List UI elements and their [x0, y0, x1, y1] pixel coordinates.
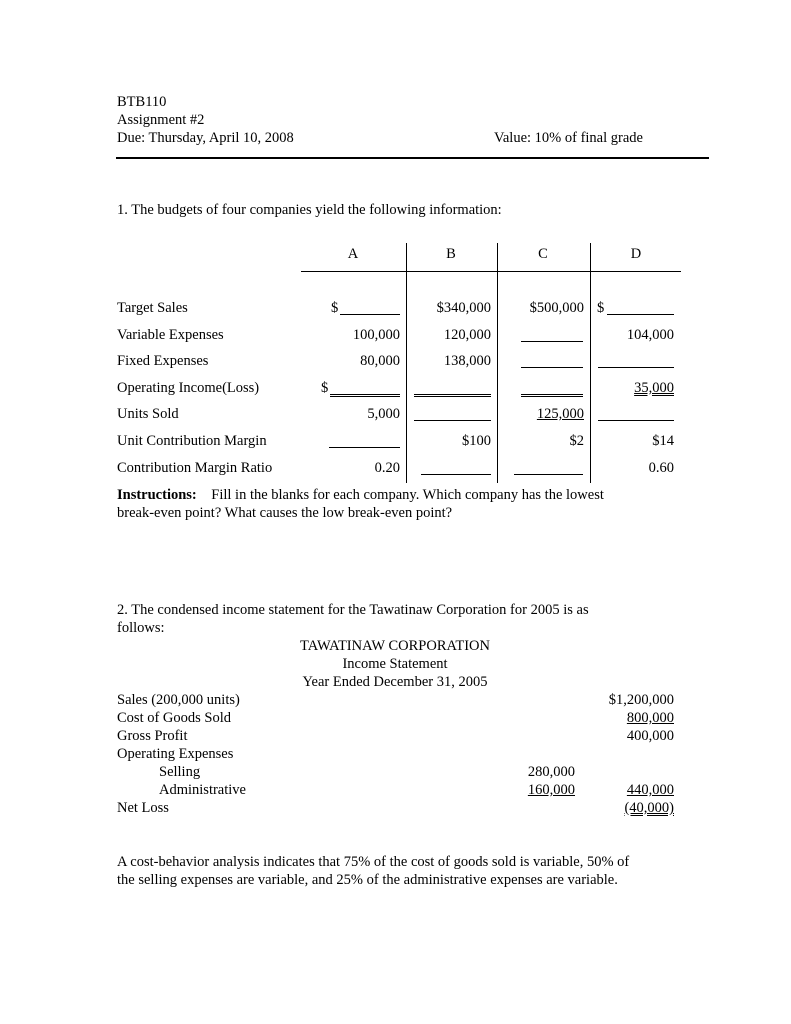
- grade-value: Value: 10% of final grade: [494, 130, 643, 146]
- blank-c-cm-ratio[interactable]: [514, 474, 583, 475]
- cell-a-fixed-expenses: 80,000: [360, 353, 400, 369]
- blank-a-target-sales[interactable]: [340, 314, 400, 315]
- analysis-line2: the selling expenses are variable, and 25% of the administrative expenses are variable.: [117, 872, 618, 888]
- cell-a-cm-ratio: 0.20: [374, 460, 400, 476]
- cell-c-unit-cm: $2: [569, 433, 584, 449]
- row-label-units-sold: Units Sold: [117, 406, 179, 422]
- cell-d-variable-expenses: 104,000: [626, 327, 674, 343]
- cell-a-variable-expenses: 100,000: [352, 327, 400, 343]
- header-divider: [116, 157, 709, 159]
- instructions-spacer: [197, 487, 212, 503]
- cell-a-units-sold: 5,000: [367, 406, 400, 422]
- amount-selling: 280,000: [527, 764, 575, 780]
- blank-d-units-sold[interactable]: [598, 420, 674, 421]
- row-label-operating-income: Operating Income(Loss): [117, 380, 260, 396]
- course-code: BTB110: [117, 94, 167, 110]
- instructions-text-line1: Fill in the blanks for each company. Which company has the lowest: [211, 487, 604, 503]
- blank-c-variable-expenses[interactable]: [521, 341, 583, 342]
- label-administrative: Administrative: [159, 782, 246, 798]
- row-label-cm-ratio: Contribution Margin Ratio: [117, 460, 273, 476]
- label-net-loss: Net Loss: [117, 800, 169, 816]
- row-label-target-sales: Target Sales: [117, 300, 188, 316]
- q1-prompt: 1. The budgets of four companies yield the following information:: [117, 202, 502, 218]
- q2-prompt-line2: follows:: [117, 620, 165, 636]
- row-label-unit-cm: Unit Contribution Margin: [117, 433, 267, 449]
- col-header-d: D: [630, 246, 642, 262]
- col-separator-bc: [497, 243, 498, 483]
- col-header-a: A: [347, 246, 359, 262]
- cell-b-variable-expenses: 120,000: [443, 327, 491, 343]
- assignment-title: Assignment #2: [117, 112, 205, 128]
- total-sales: $1,200,000: [608, 692, 674, 708]
- instructions-label: Instructions:: [117, 487, 197, 503]
- cell-a-operating-income-dollar: $: [321, 380, 329, 396]
- analysis-line1: A cost-behavior analysis indicates that 75% of the cost of goods sold is variable, 50% of: [117, 854, 630, 870]
- cell-d-operating-income: 35,000: [634, 380, 674, 396]
- label-sales: Sales (200,000 units): [117, 692, 240, 708]
- cell-c-target-sales: $500,000: [529, 300, 584, 316]
- cell-b-target-sales: $340,000: [436, 300, 491, 316]
- due-date: Due: Thursday, April 10, 2008: [117, 130, 294, 146]
- table-header-rule: [301, 271, 681, 272]
- row-label-fixed-expenses: Fixed Expenses: [117, 353, 209, 369]
- instructions: [117, 487, 604, 504]
- label-operating-expenses: Operating Expenses: [117, 746, 234, 762]
- cell-b-unit-cm: $100: [462, 433, 491, 449]
- total-cogs: 800,000: [626, 710, 674, 726]
- cell-d-target-sales-dollar: $: [597, 300, 605, 316]
- blank-c-fixed-expenses[interactable]: [521, 367, 583, 368]
- blank-b-cm-ratio[interactable]: [421, 474, 491, 475]
- label-selling: Selling: [159, 764, 201, 780]
- q2-prompt-line1: 2. The condensed income statement for the Tawatinaw Corporation for 2005 is as: [117, 602, 589, 618]
- blank-b-operating-income[interactable]: [414, 394, 491, 397]
- cell-d-cm-ratio: 0.60: [648, 460, 674, 476]
- col-header-b: B: [446, 246, 456, 262]
- row-label-variable-expenses: Variable Expenses: [117, 327, 224, 343]
- instructions-text-line2: break-even point? What causes the low break-even point?: [117, 505, 453, 521]
- blank-d-target-sales[interactable]: [607, 314, 674, 315]
- total-gross-profit: 400,000: [626, 728, 674, 744]
- blank-d-fixed-expenses[interactable]: [598, 367, 674, 368]
- label-cogs: Cost of Goods Sold: [117, 710, 232, 726]
- label-gross-profit: Gross Profit: [117, 728, 188, 744]
- col-separator-cd: [590, 243, 591, 483]
- cell-d-unit-cm: $14: [652, 433, 674, 449]
- statement-company: TAWATINAW CORPORATION: [300, 638, 490, 654]
- col-separator-ab: [406, 243, 407, 483]
- cell-a-target-sales-dollar: $: [331, 300, 339, 316]
- total-net-loss: (40,000): [624, 800, 674, 816]
- col-header-c: C: [538, 246, 548, 262]
- total-operating-expenses: 440,000: [626, 782, 674, 798]
- blank-a-operating-income[interactable]: [330, 394, 400, 397]
- statement-period: Year Ended December 31, 2005: [302, 674, 488, 690]
- statement-title: Income Statement: [342, 656, 448, 672]
- cell-b-fixed-expenses: 138,000: [443, 353, 491, 369]
- cell-c-units-sold: 125,000: [536, 406, 584, 422]
- amount-administrative: 160,000: [527, 782, 575, 798]
- blank-c-operating-income[interactable]: [521, 394, 583, 397]
- blank-b-units-sold[interactable]: [414, 420, 491, 421]
- blank-a-unit-cm[interactable]: [329, 447, 400, 448]
